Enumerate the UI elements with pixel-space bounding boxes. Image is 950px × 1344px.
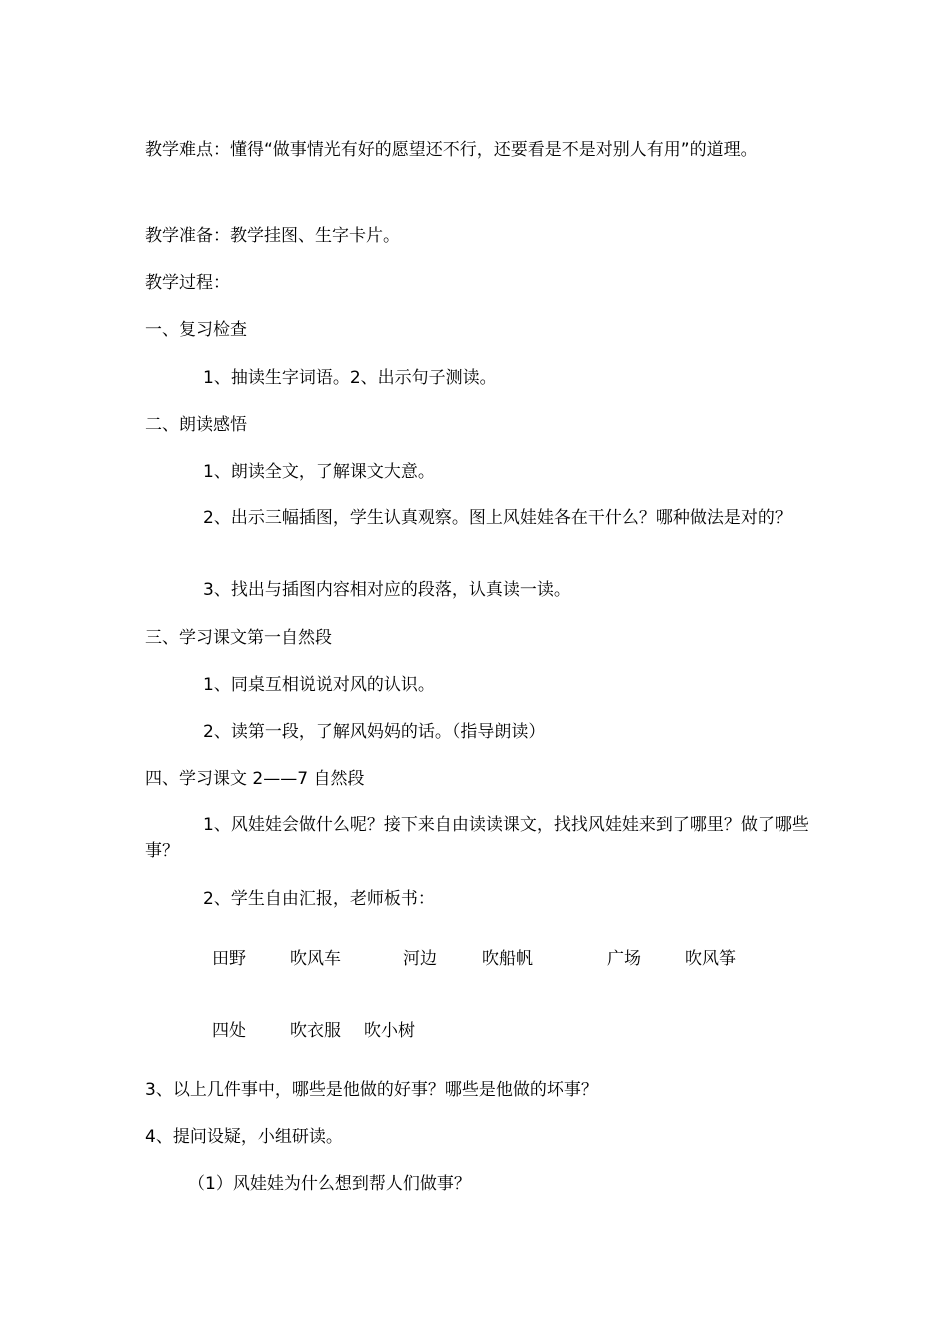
board-word: 吹风车 <box>290 949 341 969</box>
teaching-preparation: 教学准备：教学挂图、生字卡片。 <box>145 226 400 246</box>
reading-item-3: 3、找出与插图内容相对应的段落，认真读一读。 <box>203 580 571 600</box>
teaching-process-heading: 教学过程： <box>145 273 230 293</box>
paragraph-one-item-1: 1、同桌互相说说对风的认识。 <box>203 675 435 695</box>
reading-item-2: 2、出示三幅插图，学生认真观察。图上风娃娃各在干什么？哪种做法是对的？ <box>203 508 792 528</box>
board-word: 吹衣服 <box>290 1021 341 1041</box>
section-heading-paragraph-one: 三、学习课文第一自然段 <box>145 628 332 648</box>
paragraph-one-item-2: 2、读第一段，了解风妈妈的话。（指导朗读） <box>203 722 546 742</box>
section-heading-review: 一、复习检查 <box>145 320 247 340</box>
paragraphs-item-2: 2、学生自由汇报，老师板书： <box>203 889 435 909</box>
board-word: 河边 <box>403 949 437 969</box>
paragraphs-item-4: 4、提问设疑，小组研读。 <box>145 1127 343 1147</box>
section-heading-paragraphs-2-7: 四、学习课文 2——7 自然段 <box>145 769 365 789</box>
board-word: 吹风筝 <box>685 949 736 969</box>
paragraphs-item-3: 3、以上几件事中，哪些是他做的好事？哪些是他做的坏事？ <box>145 1080 598 1100</box>
paragraphs-sub-item-1: （1）风娃娃为什么想到帮人们做事？ <box>188 1174 471 1194</box>
board-word: 田野 <box>212 949 246 969</box>
board-word: 广场 <box>607 949 641 969</box>
paragraphs-item-1: 1、风娃娃会做什么呢？接下来自由读读课文，找找风娃娃来到了哪里？做了哪些事？ <box>145 815 809 861</box>
board-word: 吹船帆 <box>482 949 533 969</box>
review-item: 1、抽读生字词语。2、出示句子测读。 <box>203 368 497 388</box>
teaching-difficulty: 教学难点：懂得“做事情光有好的愿望还不行，还要看是不是对别人有用”的道理。 <box>145 140 758 160</box>
section-heading-reading: 二、朗读感悟 <box>145 415 247 435</box>
reading-item-1: 1、朗读全文，了解课文大意。 <box>203 462 435 482</box>
board-word: 四处 <box>212 1021 246 1041</box>
board-word: 吹小树 <box>364 1021 415 1041</box>
